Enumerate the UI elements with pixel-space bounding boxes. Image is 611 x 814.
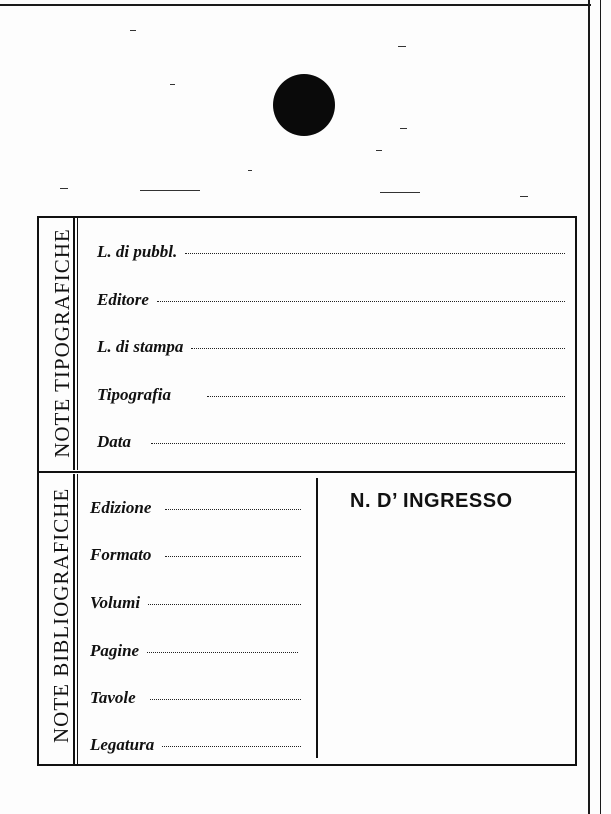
- speck: [398, 46, 406, 47]
- field-dotted-line: [207, 395, 565, 397]
- field-dotted-line: [148, 603, 301, 605]
- column-divider: [316, 478, 318, 758]
- field-edition: [90, 498, 301, 518]
- field-label: Pagine: [90, 641, 140, 660]
- speck: [60, 188, 68, 189]
- field-publisher: [97, 290, 565, 310]
- field-label: Editore: [97, 290, 149, 309]
- field-label: Legatura: [90, 735, 155, 754]
- field-dotted-line: [165, 508, 301, 510]
- section-divider: [37, 471, 577, 473]
- field-pages: [90, 641, 298, 661]
- field-label: Volumi: [90, 593, 141, 612]
- accession-number-label: N. D’ INGRESSO: [350, 490, 513, 512]
- field-label: L. di pubbl.: [97, 242, 178, 261]
- field-format: [90, 545, 301, 565]
- field-printer: [97, 385, 565, 405]
- field-dotted-line: [151, 442, 565, 444]
- field-binding: [90, 735, 301, 755]
- section-rule: [77, 218, 78, 470]
- speck: [376, 150, 382, 151]
- speck: [170, 84, 175, 85]
- punch-hole: [273, 74, 335, 136]
- card-right-edge: [588, 0, 590, 814]
- field-dotted-line: [162, 745, 301, 747]
- field-label: Edizione: [90, 498, 152, 517]
- field-dotted-line: [157, 300, 565, 302]
- field-plates: [90, 688, 301, 708]
- field-place-of-publication: [97, 242, 565, 262]
- speck: [130, 30, 136, 31]
- section-rule: [77, 474, 78, 764]
- speck: [248, 170, 252, 171]
- field-label: Tavole: [90, 688, 136, 707]
- field-dotted-line: [147, 651, 298, 653]
- field-dotted-line: [191, 347, 565, 349]
- field-label: Data: [97, 432, 131, 451]
- speck: [140, 190, 200, 191]
- card-right-edge-inner: [600, 0, 601, 814]
- field-place-of-printing: [97, 337, 565, 357]
- card-top-edge: [0, 4, 591, 6]
- field-dotted-line: [165, 555, 301, 557]
- speck: [520, 196, 528, 197]
- field-label: Tipografia: [97, 385, 171, 404]
- field-label: Formato: [90, 545, 152, 564]
- section-title-bibliographic-notes: NOTE BIBLIOGRAFICHE: [49, 487, 73, 743]
- field-dotted-line: [185, 252, 565, 254]
- field-dotted-line: [150, 698, 301, 700]
- speck: [400, 128, 407, 129]
- section-title-typographic-notes: NOTE TIPOGRAFICHE: [50, 228, 74, 458]
- field-volumes: [90, 593, 301, 613]
- speck: [380, 192, 420, 193]
- field-date: [97, 432, 565, 452]
- field-label: L. di stampa: [97, 337, 184, 356]
